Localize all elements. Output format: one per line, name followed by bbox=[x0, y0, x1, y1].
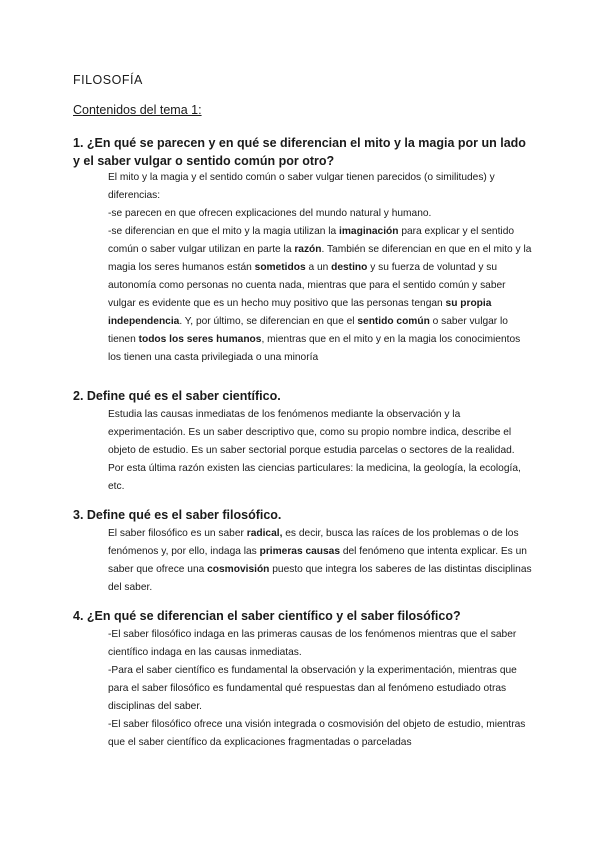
q1-intro: El mito y la magia y el sentido común o saber vulgar tienen parecidos (o similitudes) y diferencias: bbox=[108, 172, 495, 201]
question-4-answer bbox=[108, 626, 533, 752]
document-subtitle: Contenidos del tema 1: bbox=[73, 103, 202, 117]
question-1-answer bbox=[108, 169, 533, 367]
q4-item: -El saber filosófico ofrece una visión integrada o cosmovisión del objeto de estudio, mientras que el saber científico da explicaciones fragmentadas o parceladas bbox=[108, 719, 526, 748]
q1-similarities: -se parecen en que ofrecen explicaciones del mundo natural y humano. bbox=[108, 208, 432, 219]
question-1-heading: 1. ¿En qué se parecen y en qué se diferencian el mito y la magia por un lado y el saber vulgar o sentido común por otro? bbox=[73, 136, 526, 168]
q1-differences: -se diferencian en que el mito y la magia utilizan la imaginación para explicar y el sentido común o saber vulgar utilizan en parte la razón. También se diferencian en que en el mito y la magia los seres humanos están sometidos a un destino y su fuerza de voluntad y su autonomía como personas no cuenta nada, mientras que para el sentido común y saber vulgar es evidente que es un hecho muy positivo que las personas tengan su propia independencia. Y, por último, se diferencian en que el sentido común o saber vulgar lo tienen todos los seres humanos, mientras que en el mito y en la magia los conocimientos los tienen una casta privilegiada o una minoría bbox=[108, 226, 532, 363]
q4-item: -Para el saber científico es fundamental la observación y la experimentación, mientras que para el saber filosófico es fundamental qué respuestas dan al fenómeno estudiado otras disciplinas del saber. bbox=[108, 665, 517, 712]
question-2-answer bbox=[108, 406, 533, 496]
question-3-heading: 3. Define qué es el saber filosófico. bbox=[73, 508, 282, 522]
q2-answer-text: Estudia las causas inmediatas de los fenómenos mediante la observación y la experimentación. Es un saber descriptivo que, como su propio nombre indica, describe el objeto de estudio. Es un saber sectorial porque estudia parcelas o sectores de la realidad. Por esta última razón existen las ciencias particulares: la medicina, la geología, la ecología, etc. bbox=[108, 409, 521, 492]
question-3-answer bbox=[108, 525, 533, 597]
q4-item: -El saber filosófico indaga en las primeras causas de los fenómenos mientras que el saber científico indaga en las causas inmediatas. bbox=[108, 629, 517, 658]
document-title: FILOSOFÍA bbox=[73, 73, 143, 87]
question-4-heading: 4. ¿En qué se diferencian el saber científico y el saber filosófico? bbox=[73, 609, 461, 623]
question-2-heading: 2. Define qué es el saber científico. bbox=[73, 389, 281, 403]
q3-answer-text: El saber filosófico es un saber radical, es decir, busca las raíces de los problemas o de los fenómenos y, por ello, indaga las primeras causas del fenómeno que intenta explicar. Es un saber que ofrece una cosmovisión puesto que integra los saberes de las distintas disciplinas del saber. bbox=[108, 528, 532, 593]
